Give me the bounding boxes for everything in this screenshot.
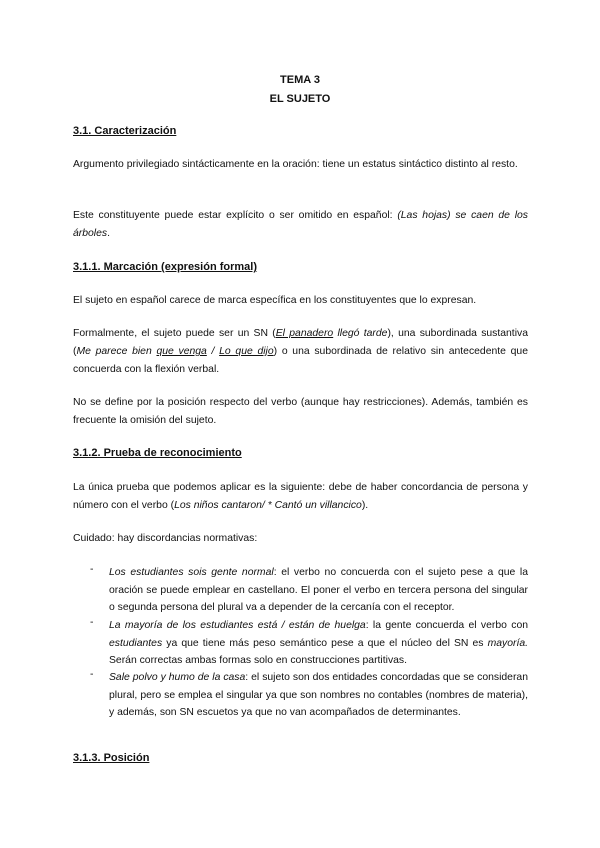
text-run: ), una subordinada sustantiva ( bbox=[73, 328, 528, 357]
list-item bbox=[109, 669, 528, 722]
example-italic: La mayoría de los estudiantes está / están de huelga bbox=[109, 620, 366, 631]
heading-3-1-3: 3.1.3. Posición bbox=[73, 752, 150, 764]
text-run: : el sujeto son dos entidades concordadas que se consideran plural, pero se emplea el singular ya que son nombres no contables (nombres de materia), y además, son SN escuetos ya que no van acompañados de determinantes. bbox=[109, 672, 528, 718]
text-run: : la gente concuerda el verbo con bbox=[365, 620, 529, 631]
paragraph-3-1-b bbox=[73, 207, 528, 243]
list-bullet: - bbox=[90, 669, 94, 680]
list-bullet: - bbox=[90, 617, 94, 628]
text-run: Serán correctas ambas formas solo en construcciones partitivas. bbox=[109, 655, 407, 666]
paragraph-3-1-1-a: El sujeto en español carece de marca específica en los constituyentes que lo expresan. bbox=[73, 295, 477, 306]
text-run: ). bbox=[361, 500, 369, 511]
text-run: : el verbo no concuerda con el sujeto pese a que la oración se puede emplear en castellano. El poner el verbo en tercera persona del singular o segunda persona del plural va a depender de la cercanía con el receptor. bbox=[109, 567, 529, 613]
heading-3-1: 3.1. Caracterización bbox=[73, 125, 177, 137]
example-italic: (Las hojas) se caen de los árboles bbox=[73, 210, 528, 239]
text-run: ya que tiene más peso semántico pese a que el núcleo del SN es bbox=[162, 637, 488, 649]
example-italic: mayoría. bbox=[487, 637, 528, 649]
example-italic: Los niños cantaron/ * Cantó un villancico bbox=[174, 500, 362, 511]
list-item bbox=[109, 564, 528, 617]
list-bullet: - bbox=[90, 564, 94, 575]
heading-3-1-1: 3.1.1. Marcación (expresión formal) bbox=[73, 261, 258, 273]
example-italic: llegó tarde bbox=[333, 328, 388, 339]
paragraph-3-1-2-a bbox=[73, 479, 528, 515]
example-italic: / bbox=[206, 346, 220, 357]
text-run: La única prueba que podemos aplicar es la siguiente: debe de haber concordancia de persona y número con el verbo ( bbox=[73, 482, 528, 511]
paragraph-3-1-1-c: No se define por la posición respecto del verbo (aunque hay restricciones). Además, también es frecuente la omisión del sujeto. bbox=[73, 397, 528, 426]
example-italic: Los estudiantes sois gente normal bbox=[109, 567, 274, 578]
text-run: Formalmente, el sujeto puede ser un SN ( bbox=[73, 328, 276, 339]
text-run: Este constituyente puede estar explícito o ser omitido en español: bbox=[73, 210, 398, 221]
paragraph-3-1-a: Argumento privilegiado sintácticamente en la oración: tiene un estatus sintáctico distinto al resto. bbox=[73, 159, 518, 170]
example-underlined: El panadero bbox=[275, 328, 334, 339]
text-run: . bbox=[107, 228, 110, 239]
paragraph-3-1-1-b bbox=[73, 325, 528, 379]
heading-3-1-2: 3.1.2. Prueba de reconocimiento bbox=[73, 447, 242, 459]
doc-title-line2: EL SUJETO bbox=[269, 93, 331, 105]
example-underlined: que venga bbox=[156, 346, 207, 357]
text-run: ) o una subordinada de relativo sin antecedente que concuerda con la flexión verbal. bbox=[73, 346, 528, 375]
example-italic: estudiantes bbox=[109, 637, 163, 649]
example-underlined: Lo que dijo bbox=[219, 346, 274, 357]
list-item bbox=[109, 617, 528, 670]
paragraph-3-1-2-b: Cuidado: hay discordancias normativas: bbox=[73, 533, 258, 544]
doc-title-line1: TEMA 3 bbox=[280, 74, 320, 86]
example-italic: Me parece bien bbox=[76, 346, 157, 357]
example-italic: Sale polvo y humo de la casa bbox=[109, 672, 246, 683]
